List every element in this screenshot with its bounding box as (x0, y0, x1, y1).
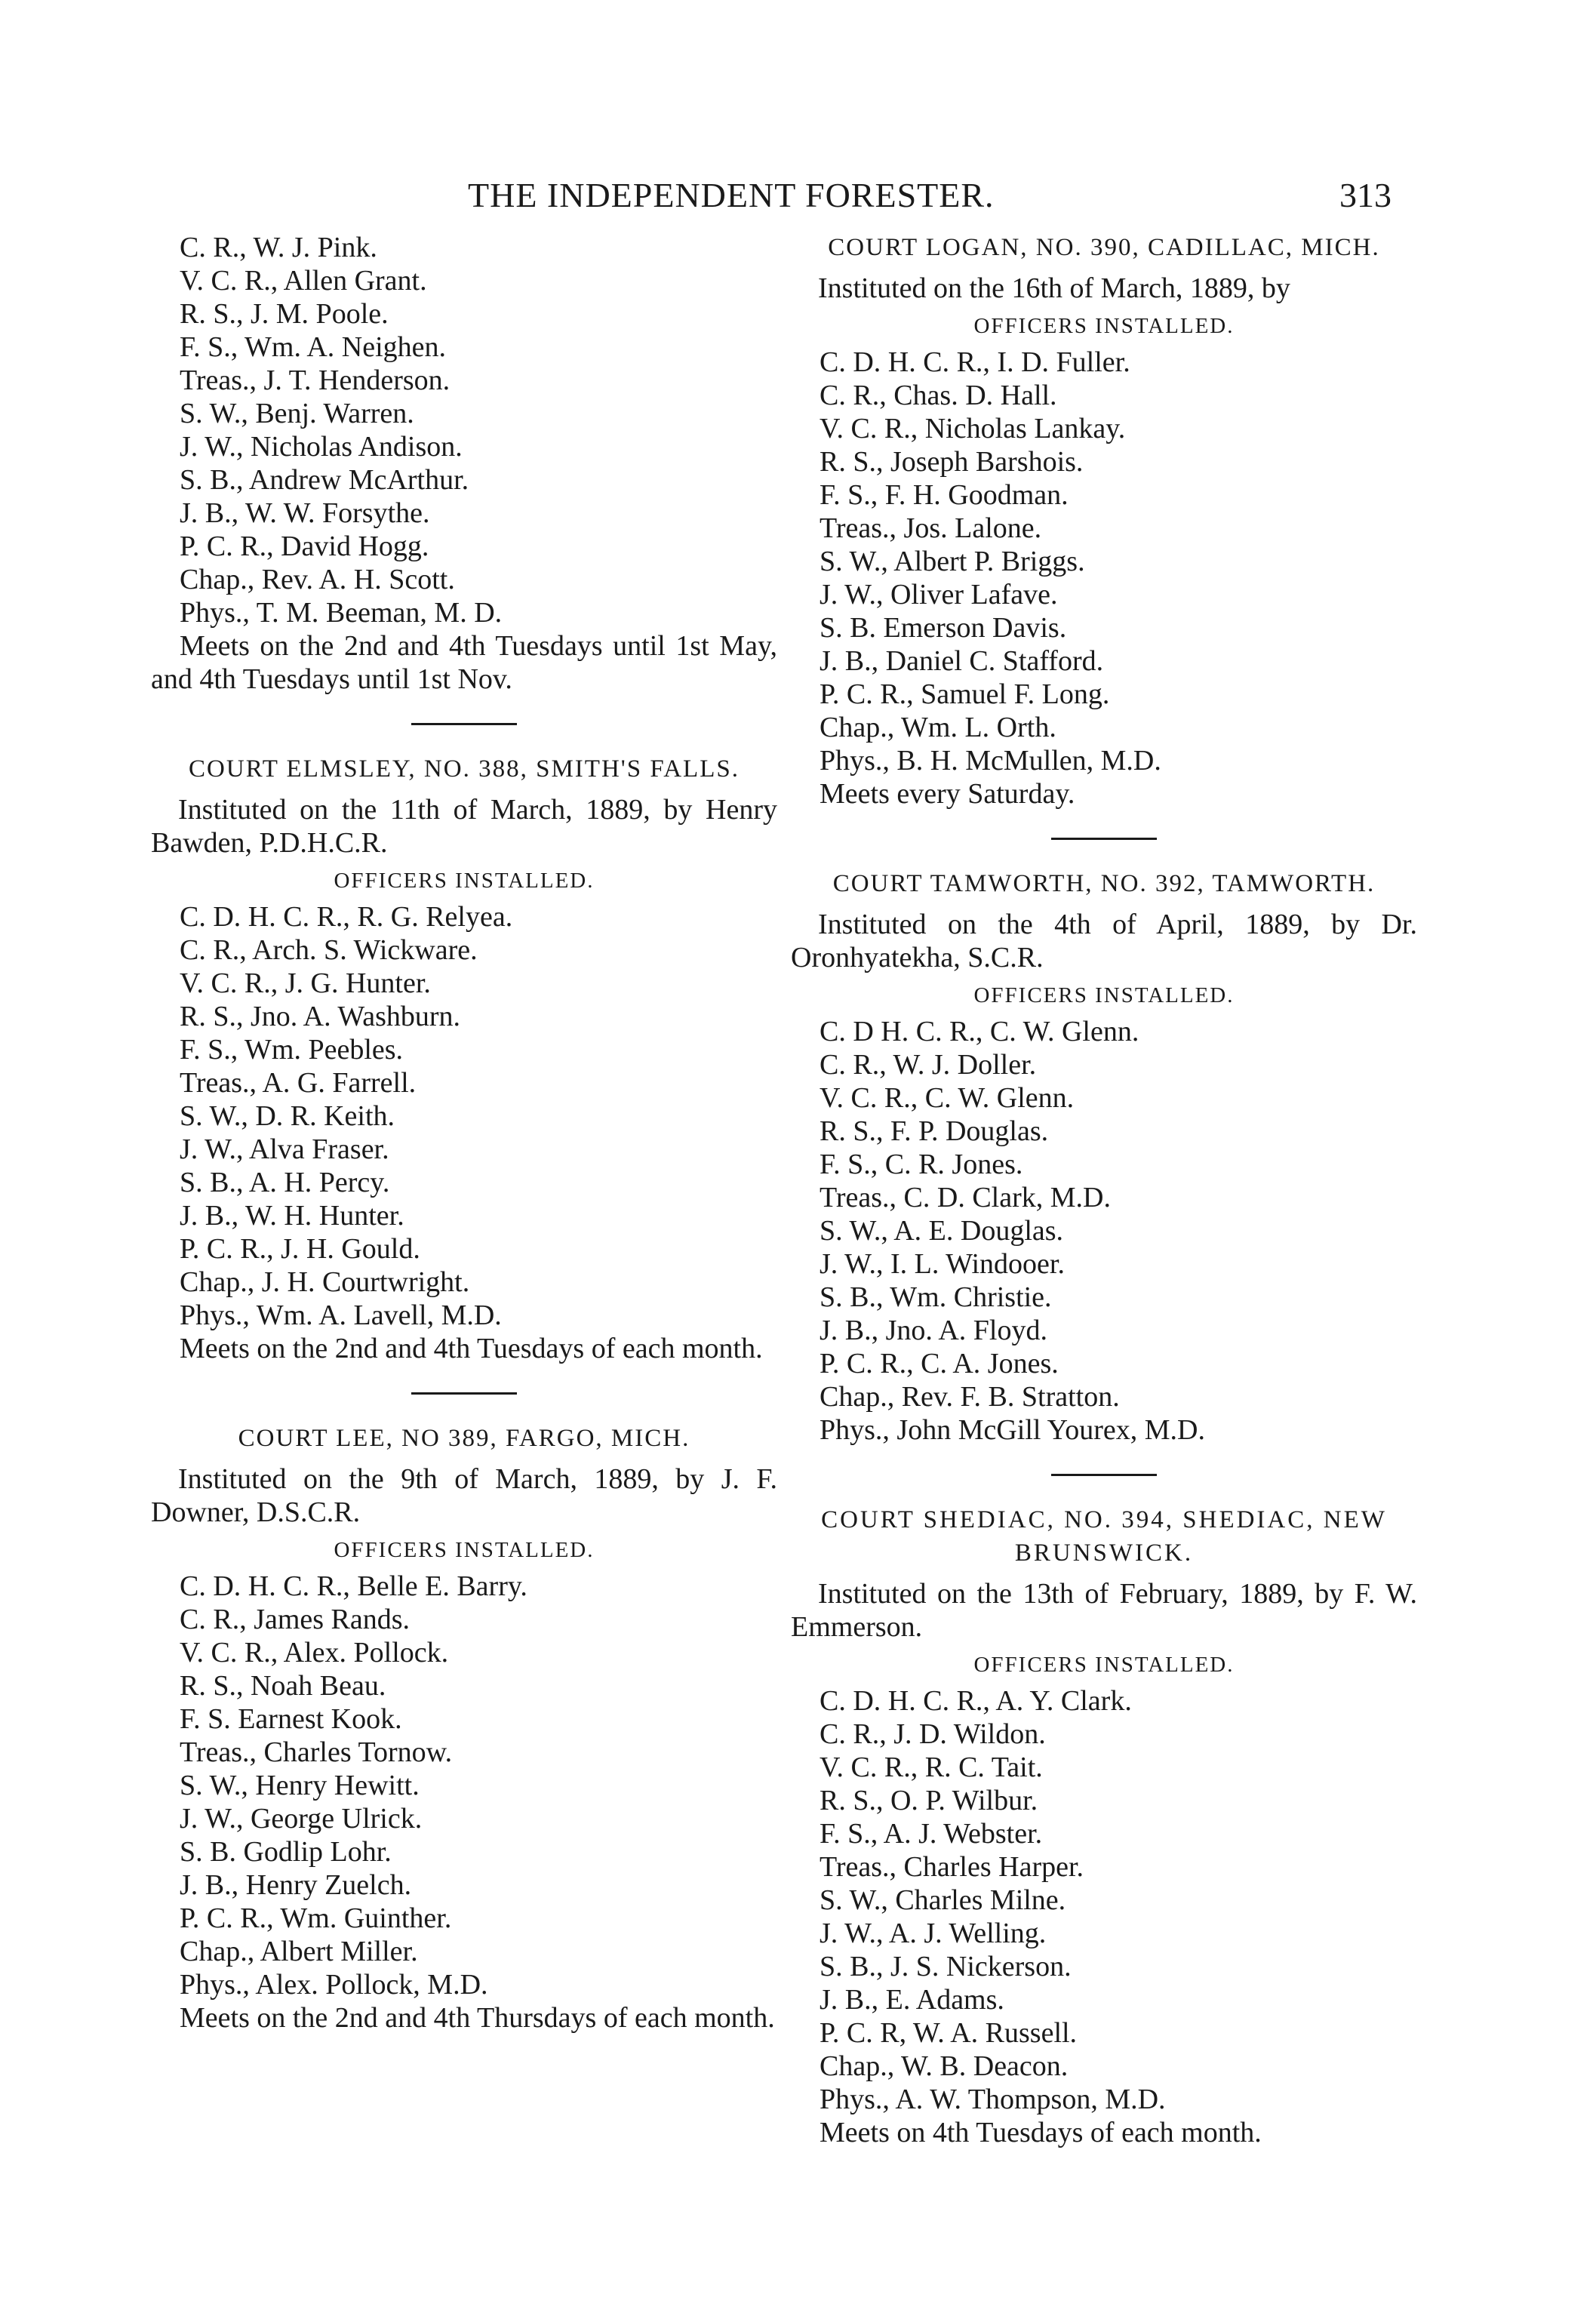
instituted-paragraph: Instituted on the 11th of March, 1889, by Henry Bawden, P.D.H.C.R. (151, 794, 777, 859)
court-heading: COURT LOGAN, NO. 390, CADILLAC, MICH. (828, 234, 1380, 261)
meeting-schedule: Meets every Saturday. (820, 778, 1075, 810)
officer-entry: R. S., Jno. A. Washburn. (180, 1001, 461, 1032)
instituted-paragraph: Instituted on the 9th of March, 1889, by J. F. Downer, D.S.C.R. (151, 1463, 777, 1528)
officer-entry: J. B., Henry Zuelch. (180, 1869, 412, 1901)
officer-entry: R. S., Joseph Barshois. (820, 446, 1084, 478)
officer-entry: Chap., Rev. A. H. Scott. (180, 564, 455, 595)
officer-entry: V. C. R., Allen Grant. (180, 265, 427, 297)
officer-entry: R. S., Noah Beau. (180, 1670, 386, 1702)
officer-entry: Chap., Wm. L. Orth. (820, 712, 1056, 743)
court-elmsley (151, 752, 777, 1365)
page-number: 313 (1339, 176, 1392, 214)
officer-entry: S. W., Charles Milne. (820, 1884, 1066, 1916)
section-divider (1051, 1474, 1157, 1476)
meeting-schedule: Meets on the 2nd and 4th Thursdays of each month. (180, 2002, 775, 2034)
officers-subheading: OFFICERS INSTALLED. (973, 1653, 1235, 1677)
officer-entry: R. S., O. P. Wilbur. (820, 1785, 1038, 1816)
officer-entry: F. S., C. R. Jones. (820, 1149, 1023, 1180)
officer-entry: F. S., F. H. Goodman. (820, 479, 1069, 511)
officers-subheading: OFFICERS INSTALLED. (334, 869, 595, 893)
officer-entry: Chap., W. B. Deacon. (820, 2050, 1069, 2082)
officer-entry: C. R., W. J. Doller. (820, 1049, 1037, 1081)
section-divider (411, 723, 517, 725)
officer-entry: S. W., Albert P. Briggs. (820, 546, 1085, 577)
officer-entry: R. S., F. P. Douglas. (820, 1115, 1049, 1147)
section-divider (1051, 838, 1157, 840)
officer-entry: P. C. R., David Hogg. (180, 531, 429, 562)
court-lee (151, 1422, 777, 2035)
officer-entry: C. R., Arch. S. Wickware. (180, 934, 478, 966)
right-column (791, 231, 1417, 2149)
officer-entry: Phys., John McGill Yourex, M.D. (820, 1414, 1205, 1446)
officer-entry: C. D. H. C. R., Belle E. Barry. (180, 1570, 527, 1602)
officer-entry: C. R., W. J. Pink. (180, 232, 377, 263)
officer-entry: Treas., Jos. Lalone. (820, 512, 1042, 544)
officer-entry: F. S. Earnest Kook. (180, 1703, 402, 1735)
officer-entry: C. R., Chas. D. Hall. (820, 380, 1057, 411)
officer-entry: C. R., James Rands. (180, 1604, 411, 1635)
instituted-paragraph: Instituted on the 13th of February, 1889, by F. W. Emmerson. (791, 1578, 1417, 1643)
officer-entry: S. B., A. H. Percy. (180, 1167, 390, 1198)
officer-entry: P. C. R., J. H. Gould. (180, 1233, 420, 1265)
officer-entry: Chap., J. H. Courtwright. (180, 1266, 470, 1298)
officer-entry: J. W., A. J. Welling. (820, 1918, 1047, 1949)
officer-entry: J. W., Oliver Lafave. (820, 579, 1058, 611)
officer-entry: C. D. H. C. R., R. G. Relyea. (180, 901, 513, 933)
officer-entry: V. C. R., J. G. Hunter. (180, 967, 431, 999)
officer-entry: C. D. H. C. R., A. Y. Clark. (820, 1685, 1132, 1717)
officer-entry: S. W., A. E. Douglas. (820, 1215, 1064, 1247)
officer-entry: Phys., A. W. Thompson, M.D. (820, 2084, 1166, 2115)
officers-subheading: OFFICERS INSTALLED. (334, 1538, 595, 1562)
officer-entry: C. D. H. C. R., I. D. Fuller. (820, 346, 1130, 378)
officer-entry: Treas., C. D. Clark, M.D. (820, 1182, 1111, 1213)
officer-entry: Phys., Wm. A. Lavell, M.D. (180, 1299, 502, 1331)
section-divider (411, 1392, 517, 1395)
officer-entry: Treas., J. T. Henderson. (180, 364, 451, 396)
court-heading: COURT SHEDIAC, NO. 394, SHEDIAC, NEW BRUNSWICK. (821, 1506, 1387, 1567)
officer-entry: F. S., A. J. Webster. (820, 1818, 1043, 1850)
court-heading: COURT LEE, NO 389, FARGO, MICH. (238, 1425, 690, 1452)
meeting-schedule: Meets on 4th Tuesdays of each month. (820, 2117, 1262, 2148)
officer-entry: J. W., Alva Fraser. (180, 1133, 389, 1165)
officer-entry: C. D H. C. R., C. W. Glenn. (820, 1016, 1139, 1047)
officer-entry: S. B. Emerson Davis. (820, 612, 1067, 644)
officer-entry: V. C. R., C. W. Glenn. (820, 1082, 1075, 1114)
officer-entry: S. W., Henry Hewitt. (180, 1770, 420, 1801)
court-logan (791, 231, 1417, 810)
officer-entry: J. B., E. Adams. (820, 1984, 1004, 2016)
officer-entry: P. C. R., C. A. Jones. (820, 1348, 1059, 1379)
officer-entry: S. W., Benj. Warren. (180, 398, 414, 429)
instituted-paragraph: Instituted on the 16th of March, 1889, by (818, 272, 1290, 304)
meeting-schedule: Meets on the 2nd and 4th Tuesdays of each month. (180, 1333, 763, 1364)
officer-entry: J. W., Nicholas Andison. (180, 431, 463, 463)
officer-entry: V. C. R., Nicholas Lankay. (820, 413, 1126, 444)
officer-entry: P. C. R., Wm. Guinther. (180, 1902, 452, 1934)
officers-subheading: OFFICERS INSTALLED. (973, 314, 1235, 338)
officer-entry: Phys., Alex. Pollock, M.D. (180, 1969, 488, 2001)
officer-entry: S. B. Godlip Lohr. (180, 1836, 392, 1868)
officer-entry: P. C. R., Samuel F. Long. (820, 678, 1110, 710)
officer-entry: Chap., Rev. F. B. Stratton. (820, 1381, 1120, 1413)
court-heading: COURT ELMSLEY, NO. 388, SMITH'S FALLS. (189, 755, 740, 783)
officers-list (151, 1570, 777, 2001)
officer-entry: S. W., D. R. Keith. (180, 1100, 395, 1132)
officer-entry: Chap., Albert Miller. (180, 1936, 418, 1967)
officer-entry: J. B., W. H. Hunter. (180, 1200, 404, 1232)
court-heading: COURT TAMWORTH, NO. 392, TAMWORTH. (832, 870, 1376, 897)
officer-entry: F. S., Wm. Peebles. (180, 1034, 404, 1066)
officer-entry: C. R., J. D. Wildon. (820, 1718, 1046, 1750)
officer-entry: J. W., George Ulrick. (180, 1803, 423, 1835)
officers-list (791, 1684, 1417, 2149)
officer-entry: Treas., A. G. Farrell. (180, 1067, 417, 1099)
officers-list (151, 900, 777, 1332)
court-tamworth (791, 867, 1417, 1447)
running-head (0, 175, 1596, 228)
officer-entry: S. B., J. S. Nickerson. (820, 1951, 1072, 1982)
officers-list (151, 231, 777, 629)
officer-entry: J. B., Jno. A. Floyd. (820, 1315, 1047, 1346)
left-column (151, 231, 777, 2035)
running-title: THE INDEPENDENT FORESTER. (468, 176, 995, 214)
instituted-paragraph: Instituted on the 4th of April, 1889, by Dr. Oronhyatekha, S.C.R. (791, 909, 1417, 973)
officers-list (791, 346, 1417, 810)
officer-entry: J. B., Daniel C. Stafford. (820, 645, 1104, 677)
officer-entry: V. C. R., Alex. Pollock. (180, 1637, 449, 1669)
officers-list (791, 1015, 1417, 1447)
officer-entry: P. C. R, W. A. Russell. (820, 2017, 1078, 2049)
officer-entry: J. W., I. L. Windooer. (820, 1248, 1065, 1280)
court-continuation (151, 231, 777, 696)
court-shediac (791, 1503, 1417, 2149)
officer-entry: Phys., B. H. McMullen, M.D. (820, 745, 1161, 777)
officers-subheading: OFFICERS INSTALLED. (973, 983, 1235, 1007)
officer-entry: S. B., Wm. Christie. (820, 1281, 1052, 1313)
officer-entry: Phys., T. M. Beeman, M. D. (180, 597, 503, 629)
officer-entry: Treas., Charles Harper. (820, 1851, 1084, 1883)
officer-entry: Treas., Charles Tornow. (180, 1736, 453, 1768)
officer-entry: J. B., W. W. Forsythe. (180, 497, 430, 529)
officer-entry: V. C. R., R. C. Tait. (820, 1752, 1043, 1783)
officer-entry: R. S., J. M. Poole. (180, 298, 389, 330)
officer-entry: F. S., Wm. A. Neighen. (180, 331, 447, 363)
meeting-schedule: Meets on the 2nd and 4th Tuesdays until 1st May, and 4th Tuesdays until 1st Nov. (151, 630, 777, 695)
officer-entry: S. B., Andrew McArthur. (180, 464, 469, 496)
